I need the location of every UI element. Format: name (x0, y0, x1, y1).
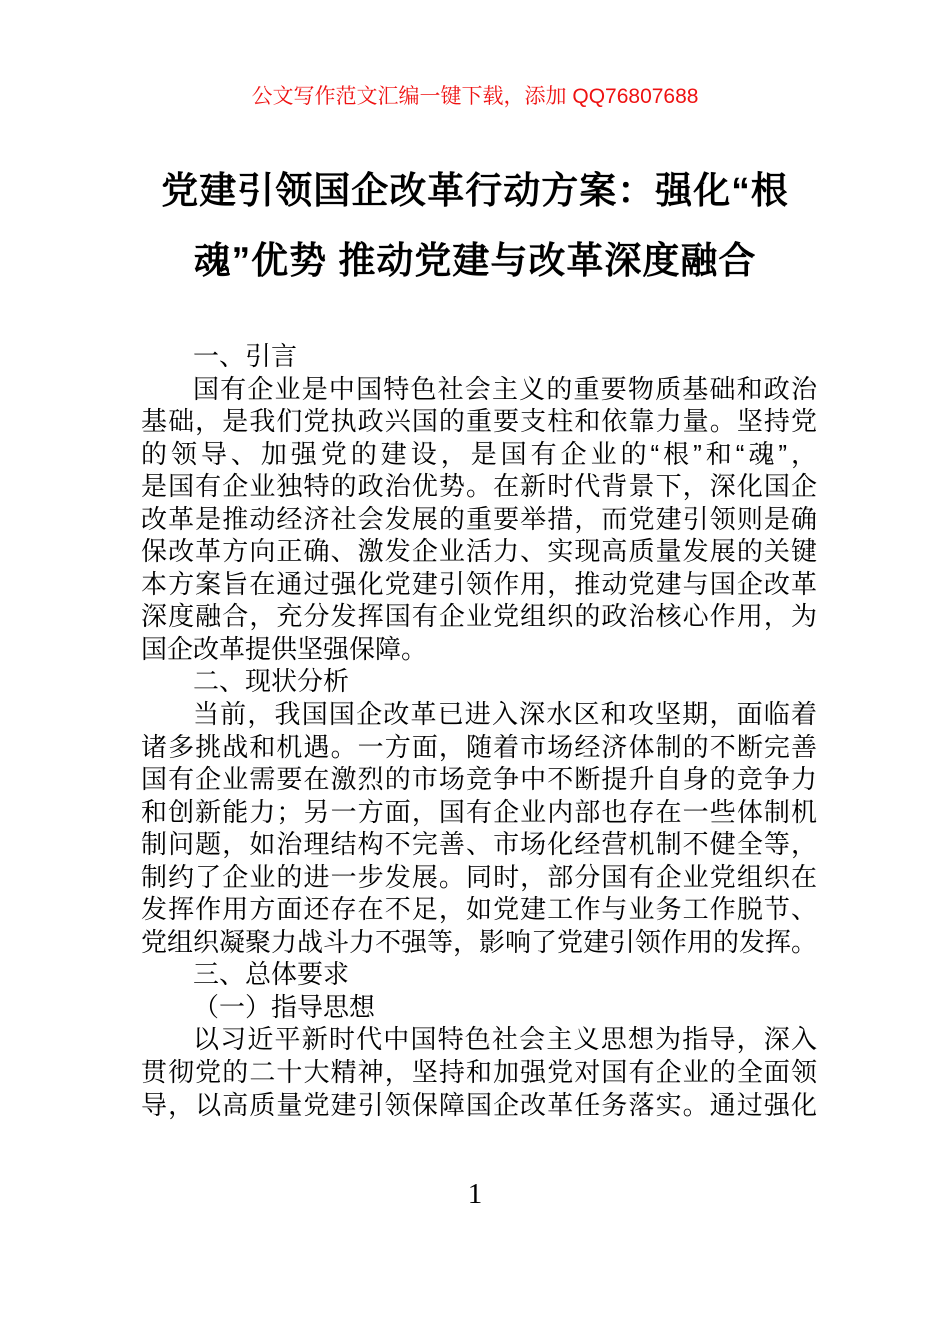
document-title (0, 156, 950, 296)
body-line: 改革是推动经济社会发展的重要举措，而党建引领则是确 (141, 503, 817, 534)
body-line: 保改革方向正确、激发企业活力、实现高质量发展的关键 (141, 536, 817, 567)
body-line: 以习近平新时代中国特色社会主义思想为指导，深入 (193, 1024, 817, 1055)
body-line: 制问题，如治理结构不完善、市场化经营机制不健全等， (141, 829, 817, 860)
header-notice: 公文写作范文汇编一键下载，添加 QQ76807688 (251, 85, 699, 108)
document-body (141, 340, 817, 1121)
body-line: 诸多挑战和机遇。一方面，随着市场经济体制的不断完善 (141, 731, 817, 762)
body-line: 是国有企业独特的政治优势。在新时代背景下，深化国企 (141, 471, 817, 502)
body-line: （一）指导思想 (193, 991, 376, 1022)
body-line: 导，以高质量党建引领保障国企改革任务落实。通过强化 (141, 1089, 817, 1120)
body-line: 本方案旨在通过强化党建引领作用，推动党建与国企改革 (141, 568, 817, 599)
body-line: 贯彻党的二十大精神，坚持和加强党对国有企业的全面领 (141, 1057, 817, 1088)
body-line: 一、引言 (193, 341, 298, 371)
title-line-1: 党建引领国企改革行动方案：强化“根 (161, 170, 789, 211)
body-line: 的领导、加强党的建设，是国有企业的“根”和“魂”， (141, 438, 817, 469)
body-line: 三、总体要求 (193, 959, 350, 990)
body-line: 深度融合，充分发挥国有企业党组织的政治核心作用，为 (141, 601, 817, 632)
body-line: 当前，我国国企改革已进入深水区和攻坚期，面临着 (193, 699, 817, 730)
body-line: 发挥作用方面还存在不足，如党建工作与业务工作脱节、 (141, 894, 817, 925)
body-line: 和创新能力；另一方面，国有企业内部也存在一些体制机 (141, 796, 817, 827)
body-line: 国有企业需要在激烈的市场竞争中不断提升自身的竞争力 (141, 764, 817, 795)
page-number: 1 (467, 1178, 483, 1210)
body-line: 制约了企业的进一步发展。同时，部分国有企业党组织在 (141, 861, 817, 892)
body-line: 党组织凝聚力战斗力不强等，影响了党建引领作用的发挥。 (141, 926, 818, 957)
title-line-2: 魂”优势 推动党建与改革深度融合 (193, 240, 757, 281)
body-line: 基础，是我们党执政兴国的重要支柱和依靠力量。坚持党 (141, 406, 817, 437)
body-line: 国有企业是中国特色社会主义的重要物质基础和政治 (193, 373, 817, 404)
body-line: 国企改革提供坚强保障。 (141, 633, 428, 664)
body-line: 二、现状分析 (193, 666, 350, 697)
